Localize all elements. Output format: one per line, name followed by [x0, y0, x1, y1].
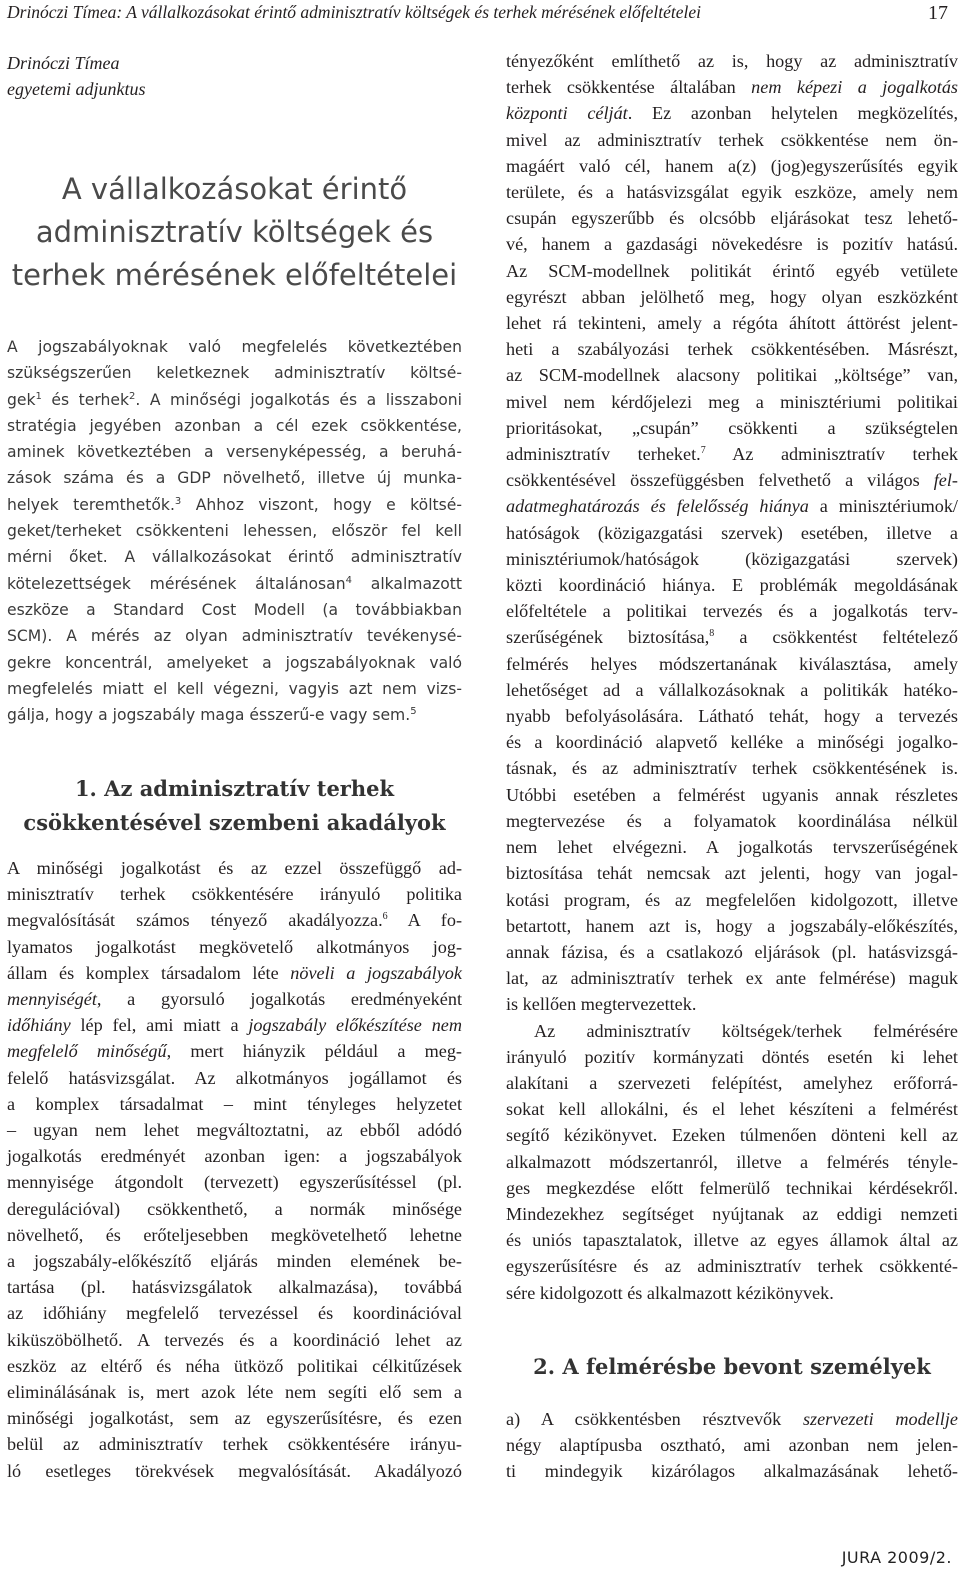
body-line: és uniós tapasztalatok, illetve az egyes államok által az: [506, 1230, 958, 1251]
body-line: sokat kell allokálni, és el lehet készíteni a felmérést: [506, 1099, 958, 1120]
lead-line: szükségszerűen keletkeznek adminisztratív költsé-: [7, 364, 462, 383]
body-text: lép fel, ami miatt a: [70, 1015, 249, 1036]
body-line: tartása (pl. hatásvizsgálatok alkalmazása), továbbá: [7, 1277, 462, 1298]
body-line: felmérés helyes módszertanának kiválasztása, amely: [506, 653, 958, 674]
body-line: az időhiány megfelelő tervezéssel és koordinációval: [7, 1303, 462, 1324]
body-line: tásnak, és az adminisztratív terhek csökkentésének is.: [506, 758, 958, 779]
body-line: csupán egyszerűbb és olcsóbb eljárásokat tesz lehető-: [506, 208, 958, 229]
title-line-2: adminisztratív költségek és: [35, 215, 434, 249]
lead-line: [7, 702, 462, 728]
body-line: növelhető, és erőteljesebben megkövetelhető lehetne: [7, 1224, 462, 1245]
body-line: ló esetleges törekvések megvalósítását. Akadályozó: [7, 1460, 462, 1481]
right-body-text: [506, 48, 958, 1306]
body-line: [506, 1406, 958, 1432]
body-text: megvalósítását számos tényező akadályozza.: [7, 910, 383, 931]
body-line: alkalmazott módszertanról, illetve a felmérés tényle-: [506, 1151, 958, 1172]
body-line: [7, 986, 462, 1012]
lead-text: kötelezettségek mérésének általánosan: [7, 574, 346, 593]
lead-line: megfelelés miatt el kell végezni, vagyis azt nem vizs-: [7, 679, 462, 698]
body-line: annak fázisa, és a csatlakozó eljárások (pl. hatásvizsgá-: [506, 941, 958, 962]
body-text: állam és komplex társadalom léte: [7, 962, 291, 983]
body-line: Az SCM-modellnek politikát érintő egyéb vetülete: [506, 260, 958, 281]
body-line: mivel nem kérdőjelezi meg a minisztériumi politikai: [506, 391, 958, 412]
body-line: is kellően megtervezettek.: [506, 994, 697, 1015]
body-line: heti a szabályozási terhek csökkentésében. Másrészt,: [506, 339, 958, 360]
author-name: Drinóczi Tímea: [7, 53, 120, 73]
body-line: [506, 74, 958, 100]
emphasis-text: mennyiségét: [7, 989, 97, 1010]
body-line: sére kidolgozott és alkalmazott kézikönyvek.: [506, 1282, 834, 1303]
body-line: megtervezése és a folyamatok koordinálása nélkül: [506, 810, 958, 831]
body-line: Utóbbi esetében a felmérést ugyanis annak részletes: [506, 784, 958, 805]
body-line: a komplex társadalmat – mint tényleges helyzetet: [7, 1093, 462, 1114]
body-text: adminisztratív terheket.: [506, 444, 701, 465]
body-line: minőségi jogalkotást, sem az egyszerűsítésre, és ezen: [7, 1408, 462, 1429]
lead-line: A jogszabályoknak való megfelelés következtében: [7, 338, 462, 356]
emphasis-text: megfelelő minőségű: [7, 1041, 167, 1062]
emphasis-text: fel-: [933, 470, 958, 491]
body-line: deregulációval) csökkenthető, a normák minősége: [7, 1198, 462, 1219]
lead-text: Ahhoz viszont, hogy e költsé-: [181, 495, 462, 514]
body-line: segítő kézikönyvet. Ezeken túlmenően dönteni kell az: [506, 1125, 958, 1146]
body-line: Az adminisztratív költségek/terhek felmérésére: [534, 1020, 958, 1041]
body-line: vé, hanem a gazdasági növekedésre is pozitív hatású.: [506, 234, 958, 255]
body-line: irányuló pozitív kormányzati döntés esetén ki lehet: [506, 1046, 958, 1067]
running-header: [7, 2, 948, 28]
body-line: minisztratív terhek csökkentésére irányuló politika: [7, 884, 462, 905]
emphasis-text: nem képezi a jogalkotás: [751, 77, 958, 98]
body-text: , mert hiányzik például a meg-: [166, 1041, 462, 1062]
body-text: a minisztériumok/: [808, 496, 958, 517]
author-block: [7, 50, 145, 102]
body-line: és a koordináció alapvető kelléke a minőségi jogalko-: [506, 732, 958, 753]
lead-line: SCM). A mérés az olyan adminisztratív tevékenysé-: [7, 627, 462, 646]
body-line: alakítani a szervezeti felépítést, amelyhez erőforrá-: [506, 1072, 958, 1093]
lead-line: stratégia jegyében azonban a cél ezek csökkentése,: [7, 416, 462, 435]
lead-text: és terhek: [41, 390, 129, 409]
body-line: a jogszabály-előkészítő eljárás minden elemének be-: [7, 1251, 462, 1272]
body-text: szerűségének biztosítása,: [506, 627, 710, 648]
running-title: Drinóczi Tímea: A vállalkozásokat érintő adminisztratív költségek és terhek mérésének előfeltételei: [7, 2, 702, 22]
section-1-title-line-1: 1. Az adminisztratív terhek: [74, 776, 395, 801]
body-line: előfeltétele a politikai tervezés és a jogalkotás terv-: [506, 601, 958, 622]
footnote-ref[interactable]: 5: [410, 705, 417, 717]
body-line: biztosítása tehát nemcsak azt jelenti, hogy van jogal-: [506, 863, 958, 884]
body-line: [506, 467, 958, 493]
emphasis-text: adatmeghatározás és felelősség hiánya: [506, 496, 809, 517]
body-line: hatóságok (közigazgatási szervek) esetében, illetve a: [506, 522, 958, 543]
body-line: lyamatos jogalkotást megkövetelő alkotmányos jog-: [7, 936, 462, 957]
body-line: betartott, hanem azt is, hogy a jogszabály-előkészítés,: [506, 915, 958, 936]
body-text: , a gyorsuló jogalkotás eredményeként: [96, 989, 462, 1010]
footnote-ref[interactable]: 6: [382, 911, 388, 923]
body-line: [7, 960, 462, 986]
right-body-text-2: [506, 1406, 958, 1485]
body-line: lehetőséget ad a vállalkozásoknak a politikák hatéko-: [506, 679, 958, 700]
body-line: kiküszöbölhető. A tervezés és a koordináció lehet az: [7, 1329, 462, 1350]
body-line: mennyisége átgondolt (tervezett) egyszerűsítéssel (pl.: [7, 1172, 462, 1193]
section-1-title-line-2: csökkentésével szembeni akadályok: [23, 810, 446, 835]
body-line: [7, 907, 462, 933]
body-line: lehet rá tekinteni, amely a régóta áhított áttörést jelent-: [506, 313, 958, 334]
body-text: a) A csökkentésben résztvevők: [506, 1409, 803, 1429]
footnote-ref[interactable]: 8: [709, 628, 715, 640]
lead-line: eszköze a Standard Cost Modell (a továbbiakban: [7, 600, 462, 619]
emphasis-text: szervezeti modellje: [802, 1409, 958, 1429]
lead-text: gek: [7, 390, 36, 409]
body-line: felelő hatásvizsgálat. Az alkotmányos jogállamot és: [7, 1067, 462, 1088]
body-line: [7, 1038, 462, 1064]
emphasis-text: jogszabály előkészítése nem: [248, 1015, 463, 1036]
lead-line: mérni őket. A vállalkozásokat érintő adminisztratív: [7, 548, 462, 567]
body-line: – ugyan nem lehet megváltoztatni, az ebből adódó: [7, 1120, 462, 1141]
body-line: [506, 493, 958, 519]
lead-line: [7, 387, 462, 413]
body-text: Az adminisztratív terhek: [705, 444, 958, 465]
body-line: ges megkezdése előtt felmerülő technikai kérdésekről.: [506, 1177, 958, 1198]
page-number: 17: [928, 2, 948, 24]
body-line: [7, 1012, 462, 1038]
body-line: egyrészt abban jelölhető meg, hogy olyan eszközként: [506, 286, 958, 307]
body-line: mivel az adminisztratív terhek csökkentése nem ön-: [506, 129, 958, 150]
lead-text: gálja, hogy a jogszabály maga ésszerű-e vagy sem.: [7, 706, 411, 725]
body-line: A minőségi jogalkotást és az ezzel összefüggő ad-: [7, 858, 462, 878]
emphasis-text: növeli a jogszabályok: [290, 962, 462, 983]
body-line: [506, 100, 958, 126]
footnote-ref[interactable]: 2: [129, 390, 136, 402]
body-line: lat, az adminisztratív terhek ex ante felmérése) maguk: [506, 968, 958, 989]
body-line: [506, 441, 958, 467]
lead-paragraph: [7, 334, 462, 728]
emphasis-text: központi célját: [506, 103, 628, 124]
title-line-3: terhek mérésének előfeltételei: [11, 258, 458, 292]
article-title: [7, 168, 462, 297]
body-text: a csökkentést feltételező: [714, 627, 958, 648]
body-text: . Ez azonban helytelen megközelítés,: [627, 103, 959, 124]
footnote-ref[interactable]: 3: [174, 495, 182, 507]
body-line: területe, és a hatásvizsgálat egyik eszköze, amely nem: [506, 182, 958, 203]
section-2-heading: 2. A felmérésbe bevont személyek: [533, 1354, 931, 1379]
body-line: egyszerűsítésre és az adminisztratív terhek csökkenté-: [506, 1256, 958, 1277]
footnote-ref[interactable]: 4: [345, 574, 352, 586]
emphasis-text: időhiány: [7, 1015, 71, 1036]
body-line: nem lehet elvégezni. A jogalkotás tervszerűségének: [506, 837, 958, 858]
lead-line: geket/terheket csökkenteni lehessen, először fel kell: [7, 522, 462, 541]
lead-line: [7, 492, 462, 518]
body-line: minisztériumok/hatóságok (közigazgatási szervek): [506, 548, 958, 569]
body-line: ti mindegyik kizárólagos alkalmazásának lehető-: [506, 1461, 958, 1482]
lead-text: . A minőségi jogalkotás és a lisszaboni: [135, 390, 463, 409]
author-position: egyetemi adjunktus: [7, 79, 146, 99]
lead-line: [7, 571, 462, 597]
body-text: terhek csökkentése általában: [506, 77, 752, 98]
body-line: jogalkotás eredményét azonban igen: a jogszabályok: [7, 1146, 462, 1167]
lead-line: zások száma és a GDP növelhető, illetve új munka-: [7, 469, 462, 488]
body-line: eliminálásának is, mert azok léte nem segíti elő sem a: [7, 1382, 462, 1403]
body-line: magáért való cél, hanem a(z) (jog)egyszerűsítés egyik: [506, 155, 958, 176]
title-line-1: A vállalkozásokat érintő: [61, 172, 408, 206]
body-line: [506, 624, 958, 650]
body-line: négy alaptípusba osztható, ami azonban nem jelen-: [506, 1435, 958, 1456]
lead-line: gekre koncentrál, amelyeket a jogszabályoknak való: [7, 653, 462, 672]
left-body-text: [7, 855, 462, 1484]
body-text: A fo-: [387, 910, 462, 931]
body-line: prioritásokat, „csupán” csökkenti a szükségtelen: [506, 417, 958, 438]
body-line: az SCM-modellnek alacsony politikai „költsége” van,: [506, 365, 958, 386]
body-line: közti koordináció hiánya. E problémák megoldásának: [506, 575, 958, 596]
body-line: Mindezekhez segítséget nyújtanak az eddigi nemzeti: [506, 1203, 958, 1224]
body-line: nyabb befolyásolására. Látható tehát, hogy a tervezés: [506, 706, 958, 727]
lead-text: helyek teremthetők.: [7, 495, 175, 514]
lead-line: aminek következtében a versenyképesség, a beruhá-: [7, 443, 462, 462]
body-text: csökkentésével összefüggésben felvethető a világos: [506, 470, 934, 491]
section-1-heading: [7, 772, 462, 840]
lead-text: alkalmazott: [351, 574, 462, 593]
body-line: eszköz az eltérő és néha ütköző politikai célkitűzések: [7, 1355, 462, 1376]
footnote-ref[interactable]: 1: [35, 390, 42, 402]
body-line: belül az adminisztratív terhek csökkentésére irányu-: [7, 1434, 462, 1455]
journal-footer: JURA 2009/2.: [841, 1548, 952, 1567]
footnote-ref[interactable]: 7: [700, 444, 706, 456]
body-line: tényezőként említhető az is, hogy az adminisztratív: [506, 51, 958, 71]
body-line: kotási program, és az megfelelően kidolgozott, illetve: [506, 889, 958, 910]
